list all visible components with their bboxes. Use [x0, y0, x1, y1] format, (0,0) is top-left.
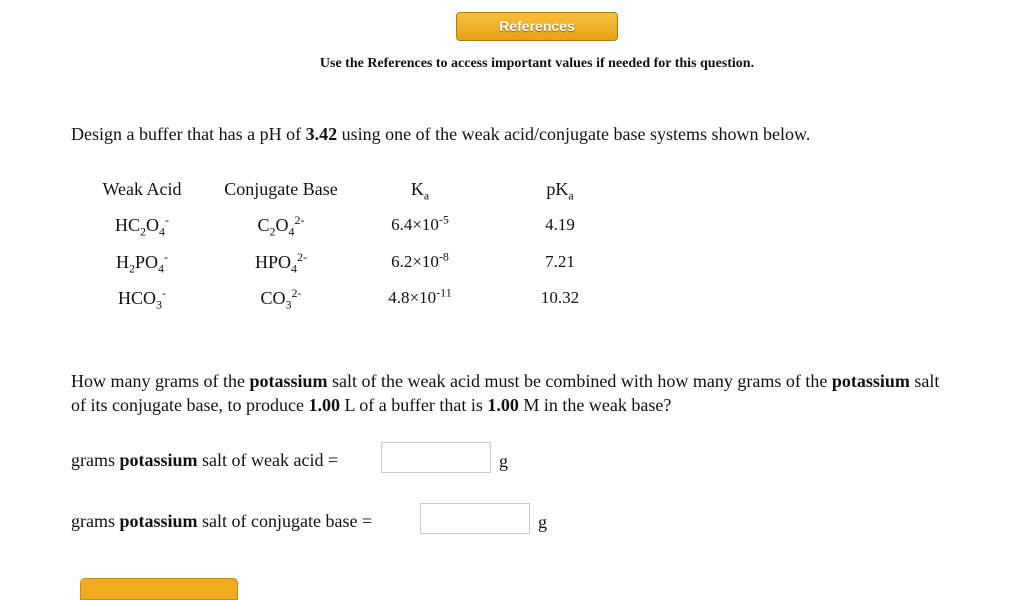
pka-value-row3: 10.32	[540, 288, 580, 307]
header-ka: $K_a$	[410, 179, 430, 203]
references-note: Use the References to access important values if needed for this question.	[319, 56, 755, 71]
weak-acid-hc2o4: $HC_2O_4^-$	[114, 213, 169, 239]
header-weak-acid: Weak Acid	[102, 179, 182, 199]
ka-value-row2: $6.2\times 10^{-8}$	[391, 249, 449, 271]
conjugate-base-grams-unit: g	[538, 512, 547, 532]
conjugate-base-grams-label: grams potassium salt of conjugate base =	[71, 511, 373, 531]
references-button[interactable]: References	[456, 12, 618, 41]
submit-button[interactable]	[80, 578, 238, 600]
weak-acid-grams-label: grams potassium salt of weak acid =	[71, 450, 339, 470]
conjugate-base-c2o4: $C_2O_4^{2-}$	[257, 213, 305, 239]
question-prompt: Design a buffer that has a pH of 3.42 using one of the weak acid/conjugate base systems shown below.	[71, 124, 811, 144]
ka-value-row1: $6.4\times 10^{-5}$	[391, 212, 449, 234]
weak-acid-grams-input[interactable]	[381, 442, 491, 473]
ka-value-row3: $4.8\times 10^{-11}$	[388, 285, 452, 307]
weak-acid-hco3: $HCO_3^-$	[117, 286, 166, 312]
ph-value: 3.42	[305, 124, 338, 144]
weak-acid-grams-unit: g	[499, 451, 508, 471]
conjugate-base-grams-input[interactable]	[420, 503, 530, 534]
conjugate-base-co3: $CO_3^{2-}$	[260, 286, 302, 312]
question-text: How many grams of the potassium salt of the weak acid must be combined with how many grams of the potassium salt of its conjugate base, to produce 1.00 L of a buffer that is 1.00 M in the weak base?	[71, 371, 940, 415]
conjugate-base-hpo4: $HPO_4^{2-}$	[254, 250, 307, 276]
pka-value-row1: 4.19	[545, 215, 575, 234]
weak-acid-h2po4: $H_2PO_4^-$	[115, 250, 168, 276]
pka-value-row2: 7.21	[545, 252, 575, 271]
header-conjugate-base: Conjugate Base	[224, 179, 338, 199]
header-pka: $pK_a$	[546, 179, 574, 203]
